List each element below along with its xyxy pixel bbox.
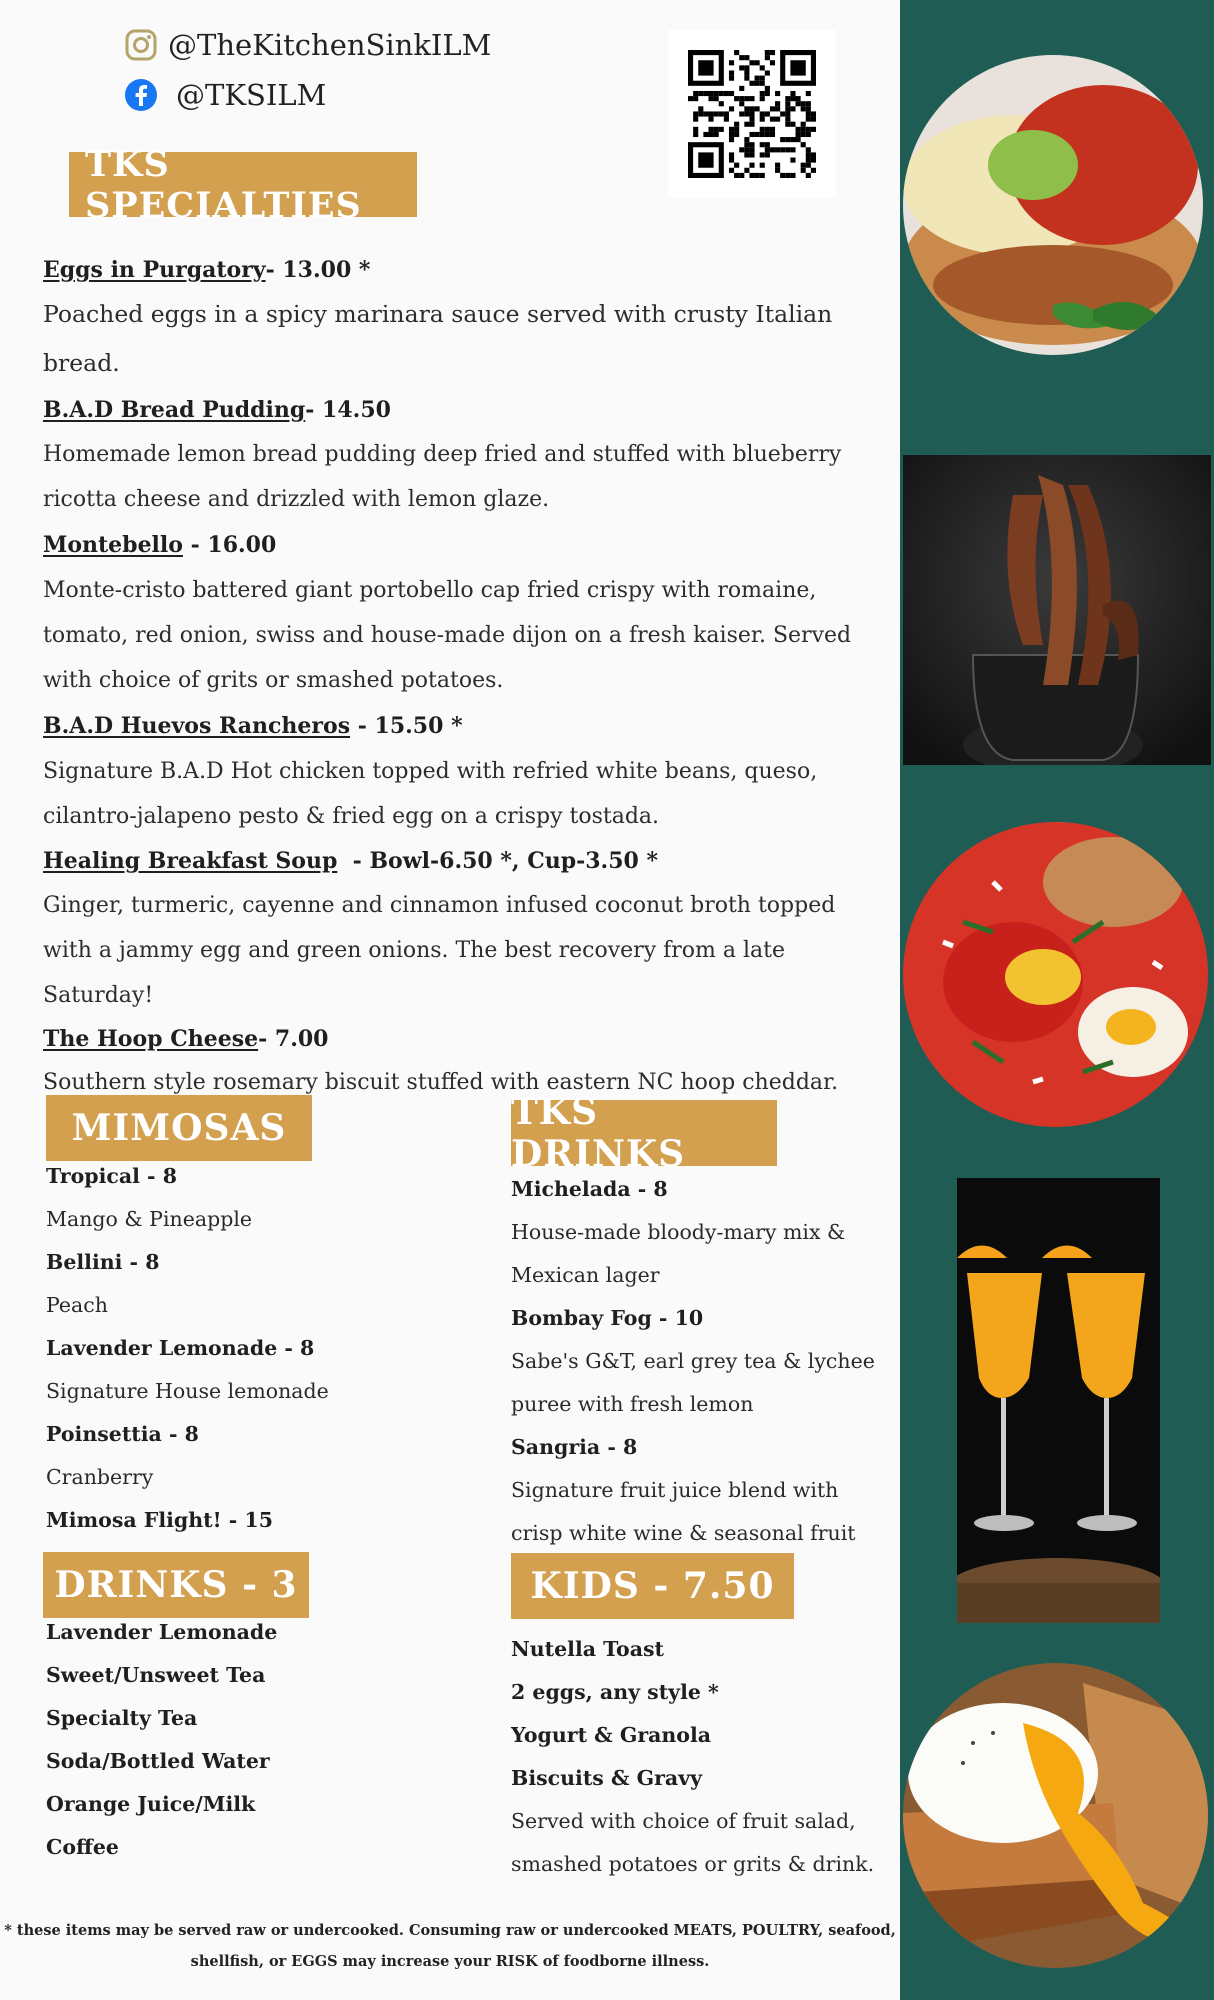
specialty-title: B.A.D Huevos Rancheros - 15.50 * (43, 713, 463, 739)
eggs-in-purgatory-photo (903, 822, 1208, 1127)
poached-egg-toast-photo (903, 1663, 1208, 1968)
candied-bacon-photo (903, 455, 1211, 765)
menu-item-description: Signature fruit juice blend with (511, 1478, 839, 1502)
menu-item-description: Mexican lager (511, 1263, 660, 1287)
specialty-description: Ginger, turmeric, cayenne and cinnamon infused coconut broth topped with a jammy egg and green onions. The best recovery from a late Saturday! (43, 893, 836, 1008)
menu-item-name: 2 eggs, any style * (511, 1680, 719, 1704)
kids-heading: KIDS - 7.50 (511, 1553, 794, 1619)
specialty-title: B.A.D Bread Pudding- 14.50 (43, 397, 391, 423)
specialties-heading: TKS SPECIALTIES (69, 152, 417, 217)
menu-item-description: puree with fresh lemon (511, 1392, 754, 1416)
specialty-title: The Hoop Cheese- 7.00 (43, 1026, 329, 1052)
menu-item-name: Sweet/Unsweet Tea (46, 1663, 266, 1687)
menu-item-name: Bellini - 8 (46, 1250, 160, 1274)
drinks-heading: DRINKS - 3 (43, 1552, 309, 1618)
disclaimer-line: shellfish, or EGGS may increase your RISK of foodborne illness. (190, 1953, 710, 1970)
menu-item-name: Nutella Toast (511, 1637, 665, 1661)
facebook-handle-row[interactable] (124, 78, 326, 112)
specialty-title: Montebello - 16.00 (43, 532, 277, 558)
instagram-handle[interactable]: @TheKitchenSinkILM (168, 28, 492, 62)
specialty-description: Southern style rosemary biscuit stuffed with eastern NC hoop cheddar. (43, 1070, 839, 1095)
huevos-rancheros-photo (903, 55, 1203, 355)
qr-code[interactable] (668, 30, 836, 198)
menu-item-description: House-made bloody-mary mix & (511, 1220, 846, 1244)
menu-item-description: Signature House lemonade (46, 1379, 329, 1403)
tks-drinks-list (511, 1168, 901, 1555)
mimosas-list (46, 1155, 446, 1542)
menu-item-name: Orange Juice/Milk (46, 1792, 256, 1816)
menu-item-description: Peach (46, 1293, 108, 1317)
menu-item-description: Sabe's G&T, earl grey tea & lychee (511, 1349, 875, 1373)
specialty-title: Healing Breakfast Soup - Bowl-6.50 *, Cup-3.50 * (43, 848, 658, 874)
disclaimer-line: * these items may be served raw or undercooked. Consuming raw or undercooked MEATS, POULTRY, seafood, (4, 1922, 896, 1939)
kids-list (511, 1628, 901, 1886)
specialty-description: Signature B.A.D Hot chicken topped with refried white beans, queso, cilantro-jalapeno pesto & fried egg on a crispy tostada. (43, 759, 818, 829)
menu-item-name: Soda/Bottled Water (46, 1749, 270, 1773)
menu-item-name: Poinsettia - 8 (46, 1422, 199, 1446)
menu-item-name: Bombay Fog - 10 (511, 1306, 704, 1330)
facebook-icon (124, 78, 158, 112)
menu-item-name: Michelada - 8 (511, 1177, 668, 1201)
menu-item-description: Cranberry (46, 1465, 154, 1489)
raw-food-disclaimer (0, 1915, 900, 1977)
facebook-handle[interactable]: @TKSILM (176, 78, 327, 112)
menu-item-name: Mimosa Flight! - 15 (46, 1508, 273, 1532)
specialty-description: Homemade lemon bread pudding deep fried and stuffed with blueberry ricotta cheese and drizzled with lemon glaze. (43, 442, 842, 512)
menu-item-description: Served with choice of fruit salad, (511, 1809, 856, 1833)
menu-item-name: Yogurt & Granola (511, 1723, 712, 1747)
menu-item-description: smashed potatoes or grits & drink. (511, 1852, 875, 1876)
menu-item-name: Biscuits & Gravy (511, 1766, 703, 1790)
menu-item-name: Tropical - 8 (46, 1164, 177, 1188)
specialty-description: Monte-cristo battered giant portobello cap fried crispy with romaine, tomato, red onion, swiss and house-made dijon on a fresh kaiser. Served with choice of grits or smashed potatoes. (43, 578, 852, 693)
drinks-list (46, 1611, 446, 1869)
menu-item-description: crisp white wine & seasonal fruit (511, 1521, 856, 1545)
menu-item-name: Lavender Lemonade - 8 (46, 1336, 315, 1360)
tks-drinks-heading: TKS DRINKS (511, 1100, 777, 1166)
mimosas-photo (957, 1178, 1160, 1623)
specialty-description: Poached eggs in a spicy marinara sauce served with crusty Italian bread. (43, 300, 833, 377)
specialty-title: Eggs in Purgatory- 13.00 * (43, 257, 371, 283)
menu-item-description: Mango & Pineapple (46, 1207, 253, 1231)
menu-item-name: Lavender Lemonade (46, 1620, 278, 1644)
menu-item-name: Specialty Tea (46, 1706, 198, 1730)
instagram-icon (124, 28, 158, 62)
specialties-list (43, 250, 873, 1105)
menu-item-name: Coffee (46, 1835, 119, 1859)
menu-item-name: Sangria - 8 (511, 1435, 638, 1459)
mimosas-heading: MIMOSAS (46, 1095, 312, 1161)
qr-code-icon (688, 50, 816, 178)
instagram-handle-row[interactable] (124, 28, 491, 62)
